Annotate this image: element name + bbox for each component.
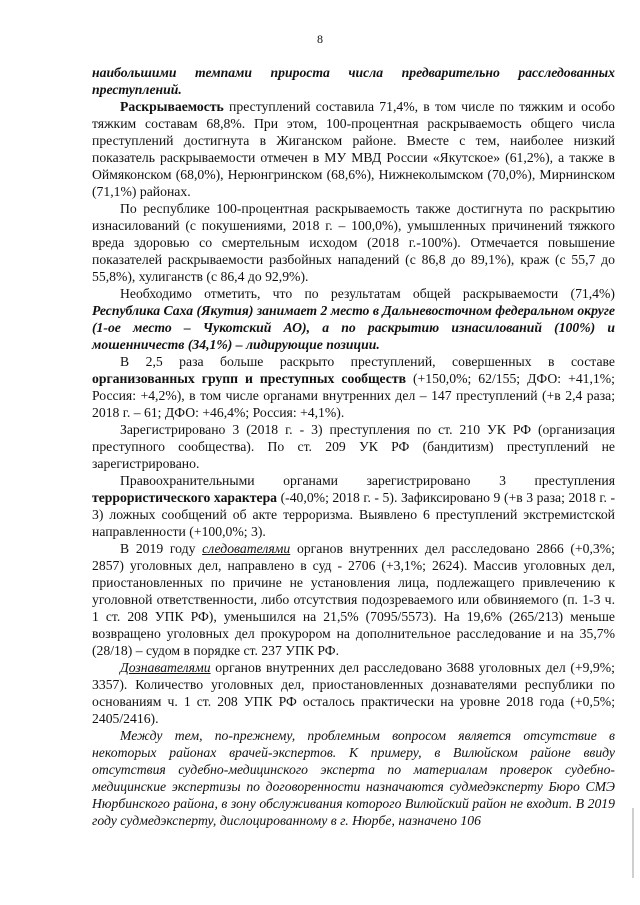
paragraph-6-article-210	[92, 421, 615, 472]
paragraph-1	[92, 64, 615, 98]
paragraph-9-inquirers	[92, 659, 615, 727]
text-run: Необходимо отметить, что по результатам общей раскрываемости (71,4%)	[120, 286, 615, 301]
text-run: преступлений составила 71,4%, в том числе по тяжким и особо тяжким составам 68,8%. При этом, 100-процентная раскрываемость общего числа преступлений достигнута в Жиганском районе. Вместе с тем, наиболее низкий показатель раскрываемости отмечен в МУ МВД России «Якутское» (61,2%), а также в Оймяконском (68,0%), Нерюнгринском (68,6%), Нижнеколымском (70,0%), Мирнинском (71,1%) районах.	[92, 99, 615, 199]
text-run: террористического характера	[92, 490, 278, 505]
scan-edge-line	[632, 808, 634, 878]
text-run: Между тем, по-прежнему, проблемным вопросом является отсутствие в некоторых районах врачей-экспертов. К примеру, в Вилюйском районе ввиду отсутствия судебно-медицинского эксперта по материалам проверок судебно-медицинские экспертизы по договоренности назначаются судмедэксперту Бюро СМЭ Нюрбинского района, в зону обслуживания которого Вилюйский район не входит. В 2019 году судмедэксперту, дислоцированному в г. Нюрбе, назначено 106	[92, 728, 615, 828]
text-run: Раскрываемость	[120, 99, 224, 114]
paragraph-4-dfo-ranking	[92, 285, 615, 353]
text-run: органов внутренних дел расследовано 2866 (+0,3%; 2857) уголовных дел, направлено в суд - 2706 (+3,1%; 2624). Массив уголовных дел, приостановленных по причине не установления лица, подлежащего привлечению к уголовной ответственности, либо отсутствия подозреваемого или обвиняемого (п. 1-3 ч. 1 ст. 208 УПК РФ), уменьшился на 21,5% (7095/5573). На 19,6% (265/213) меньше возвращено уголовных дел прокурором на дополнительное расследование и на 35,7% (28/18) – судом в порядке ст. 237 УПК РФ.	[92, 541, 615, 658]
text-run: организованных групп и преступных сообществ	[92, 371, 406, 386]
text-run: органов внутренних дел расследовано 3688 уголовных дел (+9,9%; 3357). Количество уголовных дел, приостановленных дознавателями республики по основаниям ч. 1 ст. 208 УПК РФ осталось практически на уровне 2018 года (+0,5%; 2405/2416).	[92, 660, 615, 726]
text-run: Дознавателями	[120, 660, 211, 675]
paragraph-8-investigators	[92, 540, 615, 659]
text-run: Зарегистрировано 3 (2018 г. - 3) преступления по ст. 210 УК РФ (организация преступного сообщества). По ст. 209 УК РФ (бандитизм) преступлений не зарегистрировано.	[92, 422, 615, 471]
document-body	[92, 64, 615, 829]
paragraph-5-organized-groups	[92, 353, 615, 421]
page-number: 8	[317, 32, 323, 46]
paragraph-7-terrorism	[92, 472, 615, 540]
text-run: наибольшими темпами прироста числа предварительно расследованных преступлений.	[92, 65, 615, 97]
text-run: В 2019 году	[120, 541, 203, 556]
text-run: По республике 100-процентная раскрываемость также достигнута по раскрытию изнасилований (с покушениями, 2018 г. – 100,0%), умышленных причинений тяжкого вреда здоровью со смертельным исходом (2018 г.-100%). Отмечается повышение показателей раскрываемости разбойных нападений (с 86,8 до 89,1%), краж (с 55,7 до 55,8%), хулиганств (с 86,4 до 92,9%).	[92, 201, 615, 284]
text-run: (-40,0%; 2018 г. - 5). Зафиксировано 9 (+в 3 раза; 2018 г. - 3) ложных сообщений об акте терроризма. Выявлено 6 преступлений экстремистской направленности (+100,0%; 3).	[92, 490, 615, 539]
text-run: Правоохранительными органами зарегистрировано 3 преступления	[120, 473, 615, 488]
paragraph-3-republic-clearance	[92, 200, 615, 285]
paragraph-2-clearance-rate	[92, 98, 615, 200]
text-run: В 2,5 раза больше раскрыто преступлений, совершенных в составе	[120, 354, 615, 369]
text-run: (+150,0%; 62/155; ДФО: +41,1%; Россия: +4,2%), в том числе органами внутренних дел – 147 преступлений (+в 2,4 раза; 2018 г. – 61; ДФО: +46,4%; Россия: +4,1%).	[92, 371, 615, 420]
text-run: Республика Саха (Якутия) занимает 2 место в Дальневосточном федеральном округе (1-ое место – Чукотский АО), а по раскрытию изнасилований (100%) и мошенничеств (34,1%) – лидирующие позиции.	[92, 303, 615, 352]
paragraph-10-experts	[92, 727, 615, 829]
text-run: следователями	[202, 541, 291, 556]
